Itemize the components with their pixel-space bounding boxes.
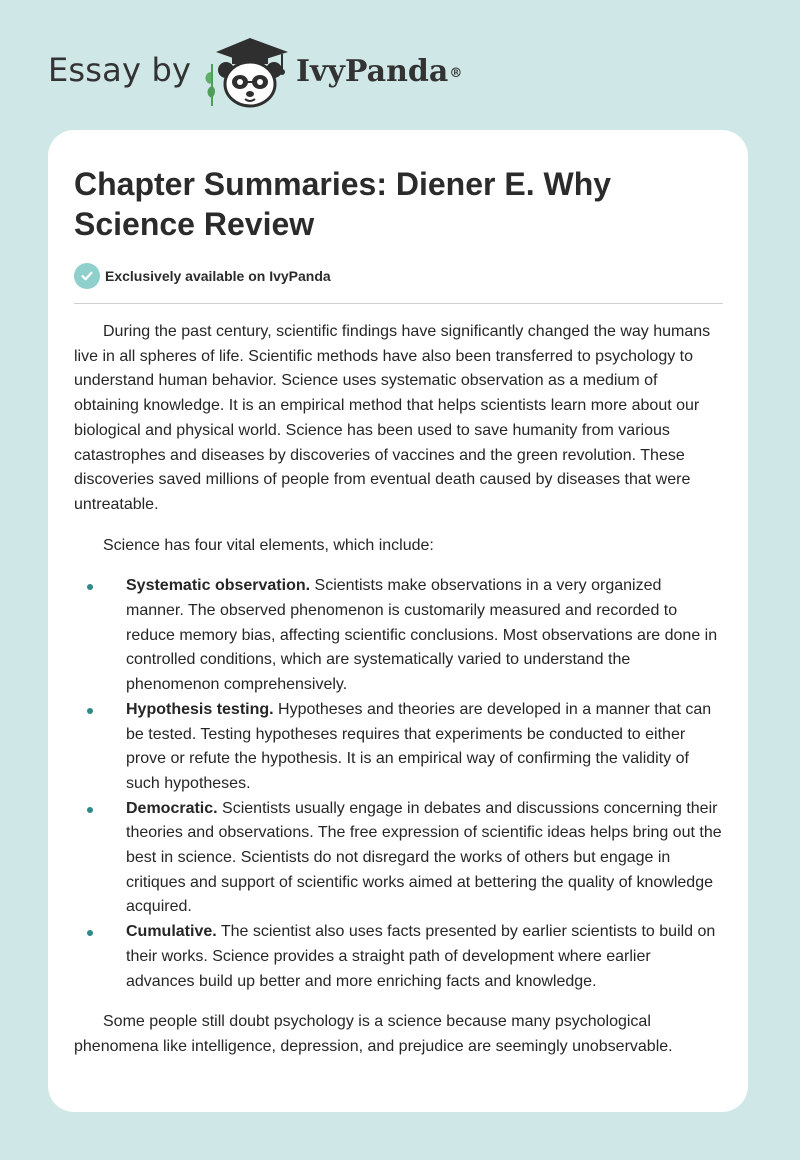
check-circle-icon <box>74 263 100 289</box>
trademark-symbol: ® <box>449 66 463 81</box>
bullet-icon <box>87 584 93 590</box>
panda-graduation-cap-logo-icon[interactable] <box>200 34 296 110</box>
exclusive-badge <box>74 263 331 289</box>
list-item-text: Scientists make observations in a very organized manner. The observed phenomenon is customarily measured and recorded to reduce memory bias, affecting scientific conclusions. Most observations are done in controlled conditions, which are systematically varied to understand the phenomenon comprehensively. <box>126 577 718 694</box>
divider <box>74 303 723 304</box>
brand-name[interactable]: IvyPanda® <box>296 54 463 89</box>
bullet-icon <box>87 708 93 714</box>
list-item-text: Hypotheses and theories are developed in a manner that can be tested. Testing hypotheses requires that experiments be conducted to either prove or refute the hypothesis. It is an empirical way of confirming the validity of such hypotheses. <box>126 700 712 792</box>
science-elements-list <box>74 574 723 994</box>
list-item-term: Democratic. <box>126 799 218 817</box>
bullet-icon <box>87 807 93 813</box>
list-item-text: The scientist also uses facts presented by earlier scientists to build on their works. Science provides a straight path of development where earlier advances build up better and more enriching facts and knowledge. <box>126 923 716 990</box>
essay-body <box>74 320 723 1076</box>
list-item <box>74 920 723 994</box>
essay-title: Chapter Summaries: Diener E. Why Science Review <box>74 166 612 242</box>
bullet-icon <box>87 930 93 936</box>
list-intro-paragraph: Science has four vital elements, which include: <box>103 536 434 554</box>
list-item <box>74 698 723 797</box>
intro-paragraph: During the past century, scientific findings have significantly changed the way humans live in all spheres of life. Scientific methods have also been transferred to psychology to understand human behavior. Science uses systematic observation as a medium of obtaining knowledge. It is an empirical method that helps scientists learn more about our biological and physical world. Science has been used to save humanity from various catastrophes and diseases by discoveries of vaccines and the green revolution. These discoveries saved millions of people from eventual death caused by diseases that were untreatable. <box>74 323 711 513</box>
list-item-term: Hypothesis testing. <box>126 700 274 718</box>
site-header <box>0 0 800 130</box>
list-item <box>74 797 723 921</box>
list-item-text: Scientists usually engage in debates and discussions concerning their theories and observations. The free expression of scientific ideas helps bring out the best in science. Scientists do not disregard the works of others but engage in critiques and support of scientific works aimed at bettering the quality of knowledge acquired. <box>126 799 722 916</box>
closing-paragraph: Some people still doubt psychology is a science because many psychological phenomena like intelligence, depression, and prejudice are seemingly unobservable. <box>74 1013 673 1055</box>
exclusive-badge-label: Exclusively available on IvyPanda <box>105 268 331 284</box>
essay-card <box>48 130 748 1112</box>
list-item <box>74 574 723 698</box>
list-item-term: Cumulative. <box>126 923 217 941</box>
brand-prefix: Essay by <box>48 51 192 89</box>
list-item-term: Systematic observation. <box>126 577 311 595</box>
